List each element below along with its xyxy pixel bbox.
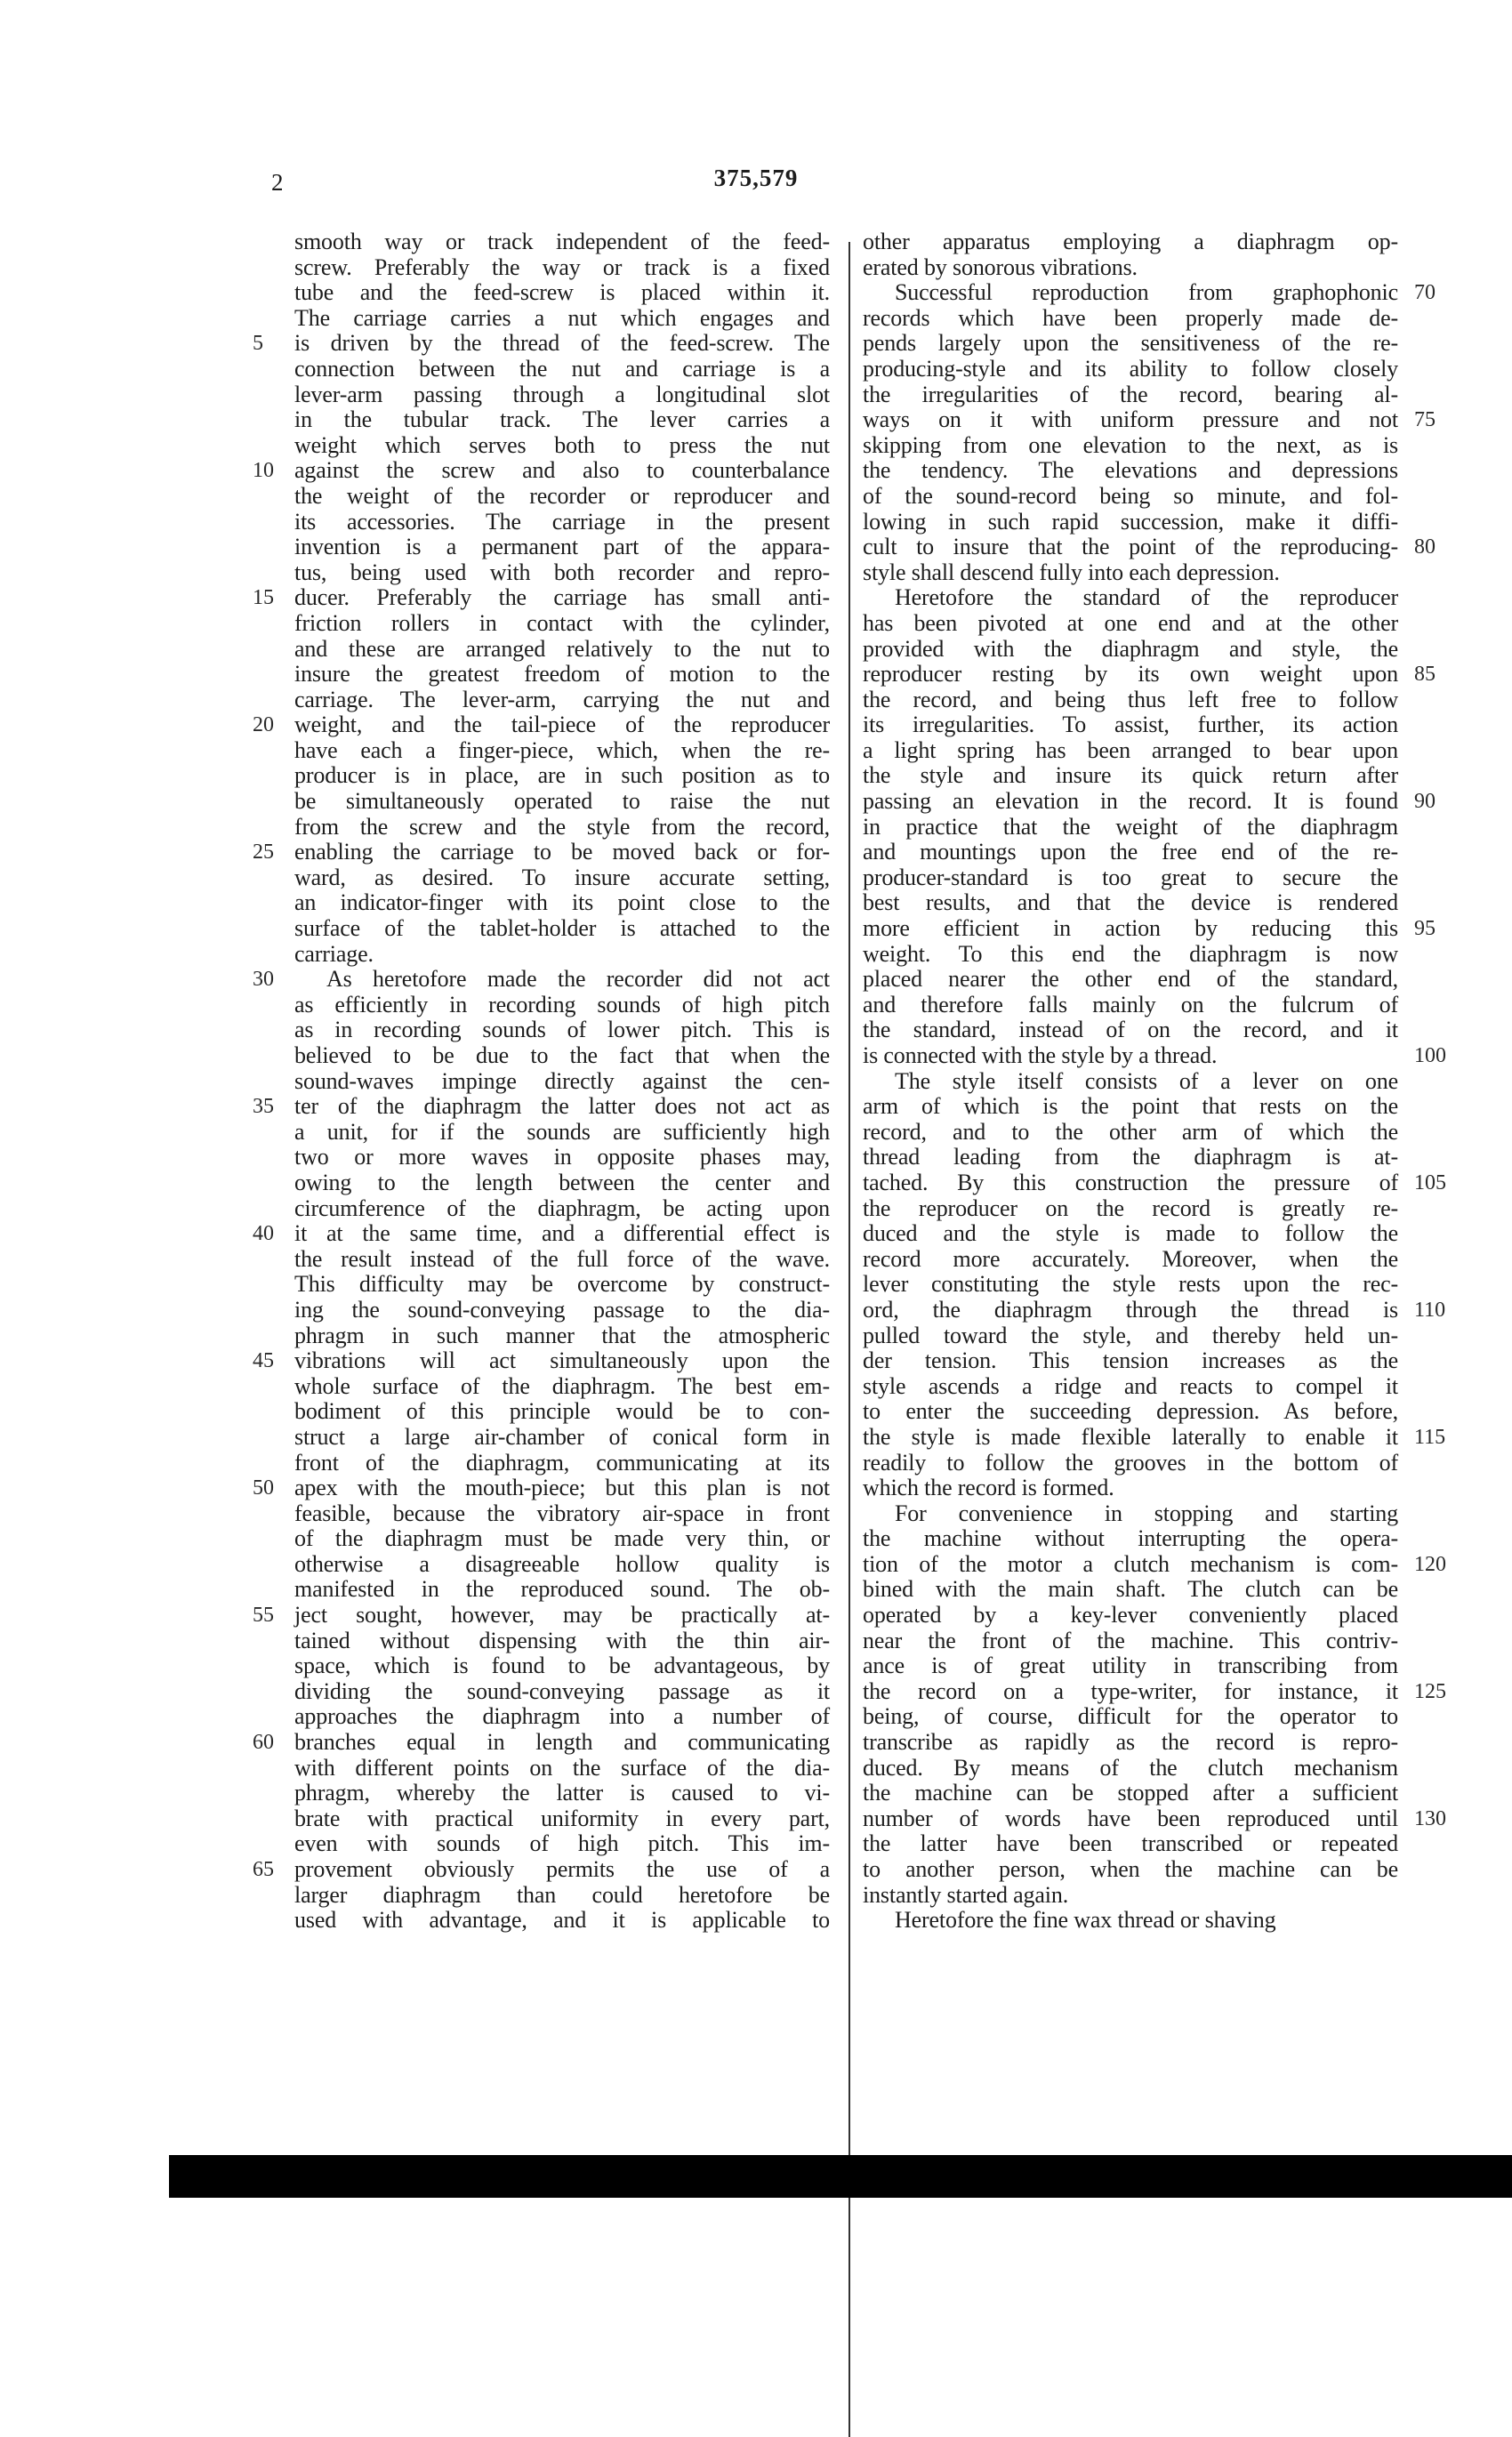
text-line: tube and the feed-screw is placed within it. (294, 279, 830, 306)
line-number: 80 (1414, 535, 1436, 559)
text-line: duced. By means of the clutch mechanism (863, 1754, 1398, 1781)
text-line: invention is a permanent part of the appara- (294, 534, 830, 560)
text-line: whole surface of the diaphragm. The best em- (294, 1372, 830, 1399)
text-line: friction rollers in contact with the cylinder, (294, 609, 830, 636)
right-column (863, 229, 1398, 1934)
text-line: der tension. This tension increases as the (863, 1347, 1398, 1374)
text-line: the reproducer on the record is greatly re- (863, 1194, 1398, 1221)
text-line: ward, as desired. To insure accurate setting, (294, 864, 830, 890)
text-line: the irregularities of the record, bearing al- (863, 381, 1398, 407)
line-number: 110 (1414, 1299, 1446, 1323)
line-number: 85 (1414, 663, 1436, 687)
text-line: lowing in such rapid succession, make it diffi- (863, 508, 1398, 535)
text-line: an indicator-finger with its point close to the (294, 889, 830, 916)
text-line: The style itself consists of a lever on one (895, 1067, 1398, 1094)
line-number: 55 (253, 1604, 274, 1628)
text-line: style ascends a ridge and reacts to compel it (863, 1372, 1398, 1399)
text-line: weight. To this end the diaphragm is now (863, 940, 1398, 967)
text-line: record more accurately. Moreover, when the (863, 1245, 1398, 1272)
line-number: 105 (1414, 1171, 1446, 1195)
text-line: erated by sonorous vibrations. (863, 253, 1138, 280)
text-line: have each a finger-piece, which, when the re- (294, 736, 830, 763)
text-line: As heretofore made the recorder did not act (326, 966, 830, 993)
text-line: near the front of the machine. This contriv- (863, 1627, 1398, 1653)
text-line: operated by a key-lever conveniently placed (863, 1602, 1398, 1629)
text-line: apex with the mouth-piece; but this plan is not (294, 1475, 830, 1501)
text-line: lever-arm passing through a longitudinal slot (294, 381, 830, 407)
text-line: and these are arranged relatively to the nut to (294, 635, 830, 662)
text-line: against the screw and also to counterbalance (294, 457, 830, 484)
text-line: believed to be due to the fact that when the (294, 1042, 830, 1068)
text-line: vibrations will act simultaneously upon the (294, 1347, 830, 1374)
text-line: Successful reproduction from graphophonic (895, 279, 1398, 306)
text-line: dividing the sound-conveying passage as it (294, 1677, 830, 1704)
text-line: the weight of the recorder or reproducer and (294, 482, 830, 509)
text-line: other apparatus employing a diaphragm op- (863, 229, 1398, 254)
text-line: its irregularities. To assist, further, its action (863, 712, 1398, 738)
line-number: 130 (1414, 1807, 1446, 1831)
line-number: 70 (1414, 281, 1436, 305)
text-line: enabling the carriage to be moved back or for- (294, 839, 830, 865)
text-line: ject sought, however, may be practically at- (294, 1602, 830, 1629)
text-line: a unit, for if the sounds are sufficiently high (294, 1118, 830, 1145)
line-number: 15 (253, 586, 274, 610)
text-line: tained without dispensing with the thin air- (294, 1627, 830, 1653)
text-line: even with sounds of high pitch. This im- (294, 1830, 830, 1857)
text-line: screw. Preferably the way or track is a fixed (294, 253, 830, 280)
text-line: to enter the succeeding depression. As before, (863, 1398, 1398, 1425)
line-number: 75 (1414, 408, 1436, 432)
text-line: the record, and being thus left free to follow (863, 686, 1398, 712)
text-line: weight, and the tail-piece of the reproducer (294, 712, 830, 738)
text-line: Heretofore the standard of the reproducer (895, 584, 1398, 611)
text-line: Heretofore the fine wax thread or shaving (895, 1907, 1276, 1934)
text-line: ance is of great utility in transcribing from (863, 1653, 1398, 1679)
text-line: two or more waves in opposite phases may, (294, 1144, 830, 1170)
text-line: with different points on the surface of the dia- (294, 1754, 830, 1781)
text-line: record, and to the other arm of which the (863, 1118, 1398, 1145)
text-line: passing an elevation in the record. It is found (863, 788, 1398, 815)
text-line: which the record is formed. (863, 1475, 1114, 1501)
text-line: number of words have been reproduced until (863, 1805, 1398, 1831)
text-line: it at the same time, and a differential effect is (294, 1220, 830, 1247)
text-line: in the tubular track. The lever carries a (294, 406, 830, 433)
text-line: space, which is found to be advantageous, by (294, 1653, 830, 1679)
text-line: the style and insure its quick return after (863, 762, 1398, 789)
text-line: to another person, when the machine can be (863, 1856, 1398, 1882)
text-line: style shall descend fully into each depression. (863, 559, 1280, 585)
text-line: transcribe as rapidly as the record is repro- (863, 1729, 1398, 1756)
text-line: The carriage carries a nut which engages and (294, 304, 830, 331)
text-line: provement obviously permits the use of a (294, 1856, 830, 1882)
text-line: is driven by the thread of the feed-screw. The (294, 330, 830, 357)
text-line: is connected with the style by a thread. (863, 1042, 1218, 1068)
text-line: larger diaphragm than could heretofore be (294, 1881, 830, 1908)
text-line: lever constituting the style rests upon the rec- (863, 1271, 1398, 1298)
text-line: branches equal in length and communicating (294, 1729, 830, 1756)
text-line: surface of the tablet-holder is attached to the (294, 915, 830, 942)
text-line: front of the diaphragm, communicating at its (294, 1449, 830, 1476)
text-line: as efficiently in recording sounds of high pitch (294, 991, 830, 1017)
line-number: 5 (253, 332, 263, 356)
text-line: producer-standard is too great to secure the (863, 864, 1398, 890)
left-column (294, 229, 830, 1934)
text-line: owing to the length between the center and (294, 1169, 830, 1195)
line-number: 50 (253, 1476, 274, 1500)
text-line: the standard, instead of on the record, and it (863, 1017, 1398, 1043)
line-number: 100 (1414, 1044, 1446, 1068)
text-line: ing the sound-conveying passage to the dia- (294, 1296, 830, 1323)
column-divider (848, 242, 850, 2437)
text-line: tion of the motor a clutch mechanism is com- (863, 1550, 1398, 1577)
text-line: the latter have been transcribed or repeated (863, 1830, 1398, 1857)
text-line: duced and the style is made to follow the (863, 1220, 1398, 1247)
text-line: carriage. The lever-arm, carrying the nut and (294, 686, 830, 712)
line-number: 45 (253, 1349, 274, 1373)
text-line: in practice that the weight of the diaphragm (863, 813, 1398, 840)
text-line: approaches the diaphragm into a number of (294, 1703, 830, 1730)
text-line: provided with the diaphragm and style, the (863, 635, 1398, 662)
line-number: 60 (253, 1731, 274, 1755)
text-line: weight which serves both to press the nut (294, 431, 830, 458)
text-line: best results, and that the device is rendered (863, 889, 1398, 916)
text-line: and mountings upon the free end of the re- (863, 839, 1398, 865)
text-line: as in recording sounds of lower pitch. This is (294, 1017, 830, 1043)
text-line: be simultaneously operated to raise the nut (294, 788, 830, 815)
text-line: its accessories. The carriage in the present (294, 508, 830, 535)
text-line: ducer. Preferably the carriage has small anti- (294, 584, 830, 611)
text-line: cult to insure that the point of the reproducing- (863, 534, 1398, 560)
text-line: ways on it with uniform pressure and not (863, 406, 1398, 433)
text-line: from the screw and the style from the record, (294, 813, 830, 840)
page-number: 2 (271, 169, 284, 196)
text-line: smooth way or track independent of the feed- (294, 229, 830, 254)
text-line: and therefore falls mainly on the fulcrum of (863, 991, 1398, 1017)
text-line: the result instead of the full force of the wave. (294, 1245, 830, 1272)
text-line: pulled toward the style, and thereby held un- (863, 1322, 1398, 1348)
text-line: of the sound-record being so minute, and fol- (863, 482, 1398, 509)
text-line: carriage. (294, 940, 374, 967)
text-line: brate with practical uniformity in every part, (294, 1805, 830, 1831)
patent-number: 375,579 (713, 165, 799, 191)
text-line: otherwise a disagreeable hollow quality is (294, 1550, 830, 1577)
line-number: 25 (253, 840, 274, 865)
text-line: tached. By this construction the pressure of (863, 1169, 1398, 1195)
text-line: more efficient in action by reducing this (863, 915, 1398, 942)
text-line: sound-waves impinge directly against the cen- (294, 1067, 830, 1094)
line-number: 20 (253, 713, 274, 737)
line-number: 30 (253, 968, 274, 992)
line-number: 10 (253, 459, 274, 483)
text-line: placed nearer the other end of the standard, (863, 966, 1398, 993)
text-line: reproducer resting by its own weight upon (863, 661, 1398, 688)
text-line: arm of which is the point that rests on the (863, 1093, 1398, 1120)
text-line: instantly started again. (863, 1881, 1069, 1908)
text-line: the record on a type-writer, for instance, it (863, 1677, 1398, 1704)
text-line: used with advantage, and it is applicable to (294, 1907, 830, 1934)
text-line: of the diaphragm must be made very thin, or (294, 1525, 830, 1552)
text-line: connection between the nut and carriage is a (294, 355, 830, 382)
text-line: bodiment of this principle would be to con- (294, 1398, 830, 1425)
text-line: the machine without interrupting the opera- (863, 1525, 1398, 1552)
text-line: For convenience in stopping and starting (895, 1500, 1398, 1526)
line-number: 90 (1414, 790, 1436, 814)
text-line: ter of the diaphragm the latter does not act as (294, 1093, 830, 1120)
line-number: 125 (1414, 1680, 1446, 1704)
line-number: 65 (253, 1858, 274, 1882)
text-line: skipping from one elevation to the next, as is (863, 431, 1398, 458)
text-line: manifested in the reproduced sound. The ob- (294, 1576, 830, 1603)
line-number: 35 (253, 1095, 274, 1119)
line-number: 120 (1414, 1553, 1446, 1577)
line-number: 95 (1414, 917, 1436, 941)
text-line: the tendency. The elevations and depressions (863, 457, 1398, 484)
text-line: feasible, because the vibratory air-space in front (294, 1500, 830, 1526)
text-line: bined with the main shaft. The clutch can be (863, 1576, 1398, 1603)
text-line: has been pivoted at one end and at the other (863, 609, 1398, 636)
text-line: thread leading from the diaphragm is at- (863, 1144, 1398, 1170)
text-line: the machine can be stopped after a sufficient (863, 1780, 1398, 1806)
text-line: phragm in such manner that the atmospheric (294, 1322, 830, 1348)
line-number: 40 (253, 1222, 274, 1246)
text-line: readily to follow the grooves in the bottom of (863, 1449, 1398, 1476)
text-line: records which have been properly made de- (863, 304, 1398, 331)
text-line: tus, being used with both recorder and repro- (294, 559, 830, 585)
text-line: being, of course, difficult for the operator to (863, 1703, 1398, 1730)
text-line: ord, the diaphragm through the thread is (863, 1296, 1398, 1323)
text-line: phragm, whereby the latter is caused to vi- (294, 1780, 830, 1806)
text-line: pends largely upon the sensitiveness of the re- (863, 330, 1398, 357)
text-line: This difficulty may be overcome by construct- (294, 1271, 830, 1298)
footer-bar (169, 2155, 1512, 2198)
text-line: insure the greatest freedom of motion to the (294, 661, 830, 688)
text-line: a light spring has been arranged to bear upon (863, 736, 1398, 763)
line-number: 115 (1414, 1426, 1446, 1450)
text-line: producer is in place, are in such position as to (294, 762, 830, 789)
text-line: struct a large air-chamber of conical form in (294, 1423, 830, 1450)
text-line: the style is made flexible laterally to enable it (863, 1423, 1398, 1450)
text-line: circumference of the diaphragm, be acting upon (294, 1194, 830, 1221)
text-line: producing-style and its ability to follow closely (863, 355, 1398, 382)
